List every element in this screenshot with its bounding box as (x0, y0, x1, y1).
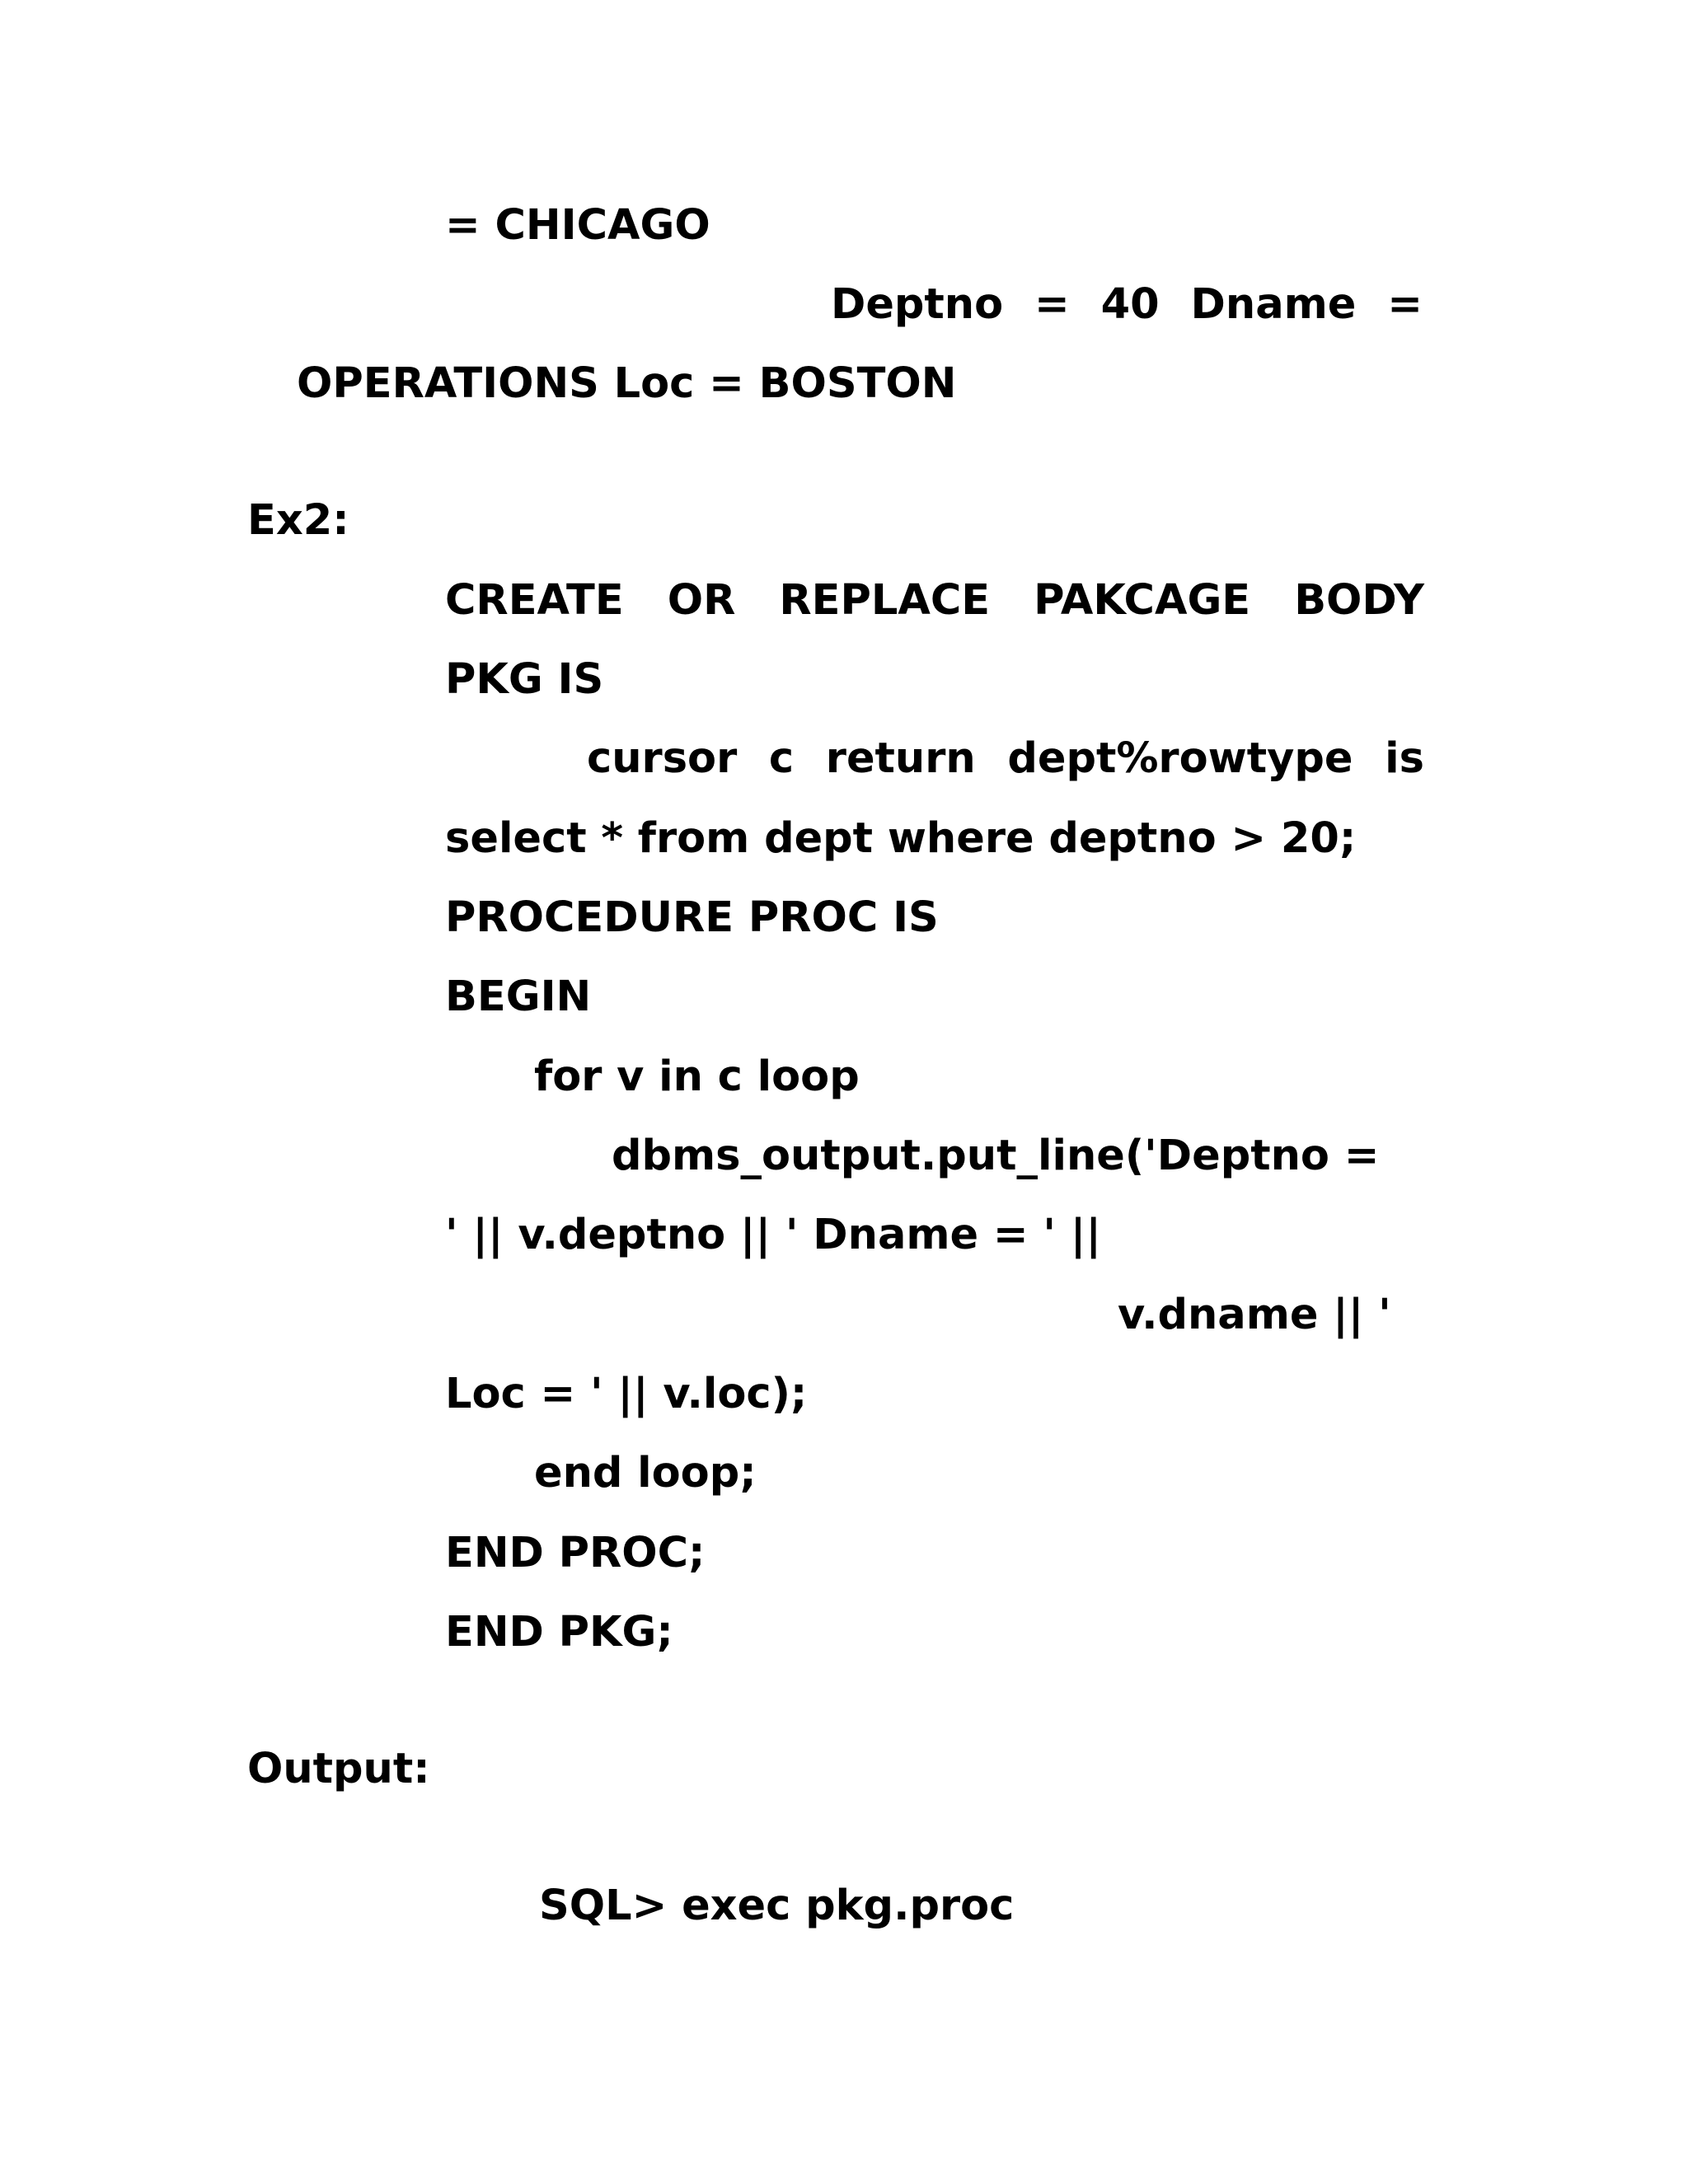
dept40-word: Dname (1190, 280, 1357, 329)
output-label: Output: (247, 1745, 430, 1793)
create-word: REPLACE (779, 576, 991, 625)
cursor-word: is (1385, 734, 1424, 783)
dept40-word: Deptno (831, 280, 1004, 329)
create-word: PAKCAGE (1034, 576, 1251, 625)
cursor-word: dept%rowtype (1007, 734, 1353, 783)
output-line-chicago: = CHICAGO (445, 201, 710, 250)
code-line-end-pkg: END PKG; (445, 1608, 673, 1657)
code-line-concat-deptno: ' || v.deptno || ' Dname = ' || (445, 1211, 1101, 1259)
cursor-word: cursor (587, 734, 738, 783)
code-line-pkg-is: PKG IS (445, 655, 604, 704)
code-line-for-loop: for v in c loop (534, 1052, 860, 1101)
code-line-select: select * from dept where deptno > 20; (445, 814, 1357, 863)
sql-exec-line: SQL> exec pkg.proc (539, 1882, 1015, 1930)
code-line-concat-dname: v.dname || ' (1118, 1291, 1391, 1339)
create-word: OR (667, 576, 736, 625)
create-word: CREATE (445, 576, 624, 625)
dept40-word: 40 (1100, 280, 1160, 329)
code-line-loc: Loc = ' || v.loc); (445, 1370, 808, 1418)
cursor-word: return (825, 734, 976, 783)
code-line-begin: BEGIN (445, 972, 592, 1021)
code-line-cursor (587, 734, 1424, 783)
ex2-label: Ex2: (247, 496, 349, 545)
create-word: BODY (1294, 576, 1424, 625)
cursor-word: c (768, 734, 795, 783)
code-line-end-loop: end loop; (534, 1449, 757, 1497)
code-line-end-proc: END PROC; (445, 1529, 706, 1577)
code-line-procedure: PROCEDURE PROC IS (445, 893, 939, 942)
dept40-word: = (1034, 280, 1070, 329)
dept40-word: = (1387, 280, 1423, 329)
code-line-create (445, 576, 1424, 625)
output-line-dept40 (831, 280, 1423, 329)
code-line-put-line: dbms_output.put_line('Deptno = (612, 1132, 1380, 1180)
output-line-operations: OPERATIONS Loc = BOSTON (297, 359, 957, 408)
